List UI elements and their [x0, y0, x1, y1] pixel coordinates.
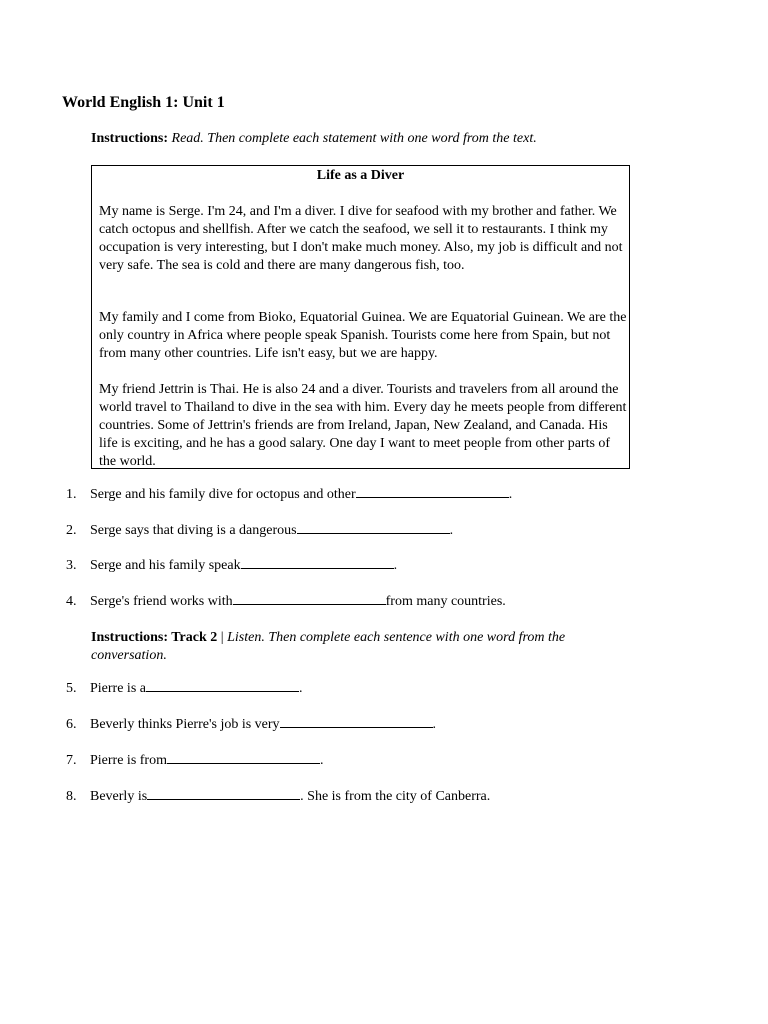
question-text-end: from many countries. [385, 594, 506, 609]
page-title: World English 1: Unit 1 [62, 94, 225, 111]
question-number: 1. [66, 487, 77, 502]
question-text-end: . She is from the city of Canberra. [300, 789, 491, 804]
question-text-end: . [432, 717, 437, 732]
instructions-label: Instructions: [91, 131, 169, 146]
instructions-text: Read. Then complete each statement with one word from the text. [171, 131, 537, 146]
question-text: Beverly thinks Pierre's job is very [90, 717, 280, 732]
question-text: Serge's friend works with [90, 594, 233, 609]
question-text-end: . [319, 753, 324, 768]
question-text-end: . [449, 523, 454, 538]
question-6 [66, 715, 436, 734]
question-text-end: . [393, 558, 398, 573]
question-3 [66, 556, 397, 575]
answer-blank[interactable] [167, 751, 320, 764]
instructions-reading [91, 130, 631, 148]
instructions-separator: | [217, 630, 228, 645]
question-number: 7. [66, 753, 77, 768]
answer-blank[interactable] [280, 715, 433, 728]
question-number: 8. [66, 789, 77, 804]
question-number: 4. [66, 594, 77, 609]
question-number: 6. [66, 717, 77, 732]
question-5 [66, 679, 302, 698]
answer-blank[interactable] [356, 485, 509, 498]
answer-blank[interactable] [241, 556, 394, 569]
question-8 [66, 787, 490, 806]
question-text-end: . [508, 487, 513, 502]
instructions-text: Listen. Then complete each sentence with one word from the conversation. [91, 630, 566, 663]
question-text: Beverly is [90, 789, 148, 804]
answer-blank[interactable] [147, 787, 300, 800]
instructions-listening [91, 629, 631, 665]
question-text-end: . [298, 681, 303, 696]
question-number: 5. [66, 681, 77, 696]
question-number: 2. [66, 523, 77, 538]
reading-title: Life as a Diver [316, 168, 405, 183]
question-number: 3. [66, 558, 77, 573]
question-2 [66, 521, 453, 540]
instructions-label: Instructions: Track 2 [91, 630, 218, 645]
reading-paragraph-3: My friend Jettrin is Thai. He is also 24 and a diver. Tourists and travelers from all around the world travel to Thailand to dive in the sea with him. Every day he meets people from different countries. Some of Jettrin's friends are from Ireland, Japan, New Zealand, and Canada. His life is exciting, and he has a good salary. One day I want to meet people from other parts of the world. [99, 382, 627, 469]
question-text: Pierre is from [90, 753, 167, 768]
question-text: Serge and his family dive for octopus and other [90, 487, 356, 502]
reading-paragraph-2: My family and I come from Bioko, Equatorial Guinea. We are Equatorial Guinean. We are the only country in Africa where people speak Spanish. Tourists come here from Spain, but not from many other countries. Life isn't easy, but we are happy. [99, 310, 627, 361]
question-7 [66, 751, 323, 770]
answer-blank[interactable] [297, 521, 450, 534]
question-text: Serge and his family speak [90, 558, 241, 573]
question-4 [66, 592, 506, 611]
reading-box [91, 165, 630, 469]
question-text: Serge says that diving is a dangerous [90, 523, 297, 538]
answer-blank[interactable] [146, 679, 299, 692]
question-1 [66, 485, 512, 504]
reading-paragraph-1: My name is Serge. I'm 24, and I'm a diver. I dive for seafood with my brother and father. We catch octopus and shellfish. After we catch the seafood, we sell it to restaurants. I think my occupation is very interesting, but I don't make much money. Also, my job is difficult and not very safe. The sea is cold and there are many dangerous fish, too. [99, 204, 623, 273]
question-text: Pierre is a [90, 681, 146, 696]
answer-blank[interactable] [233, 592, 386, 605]
